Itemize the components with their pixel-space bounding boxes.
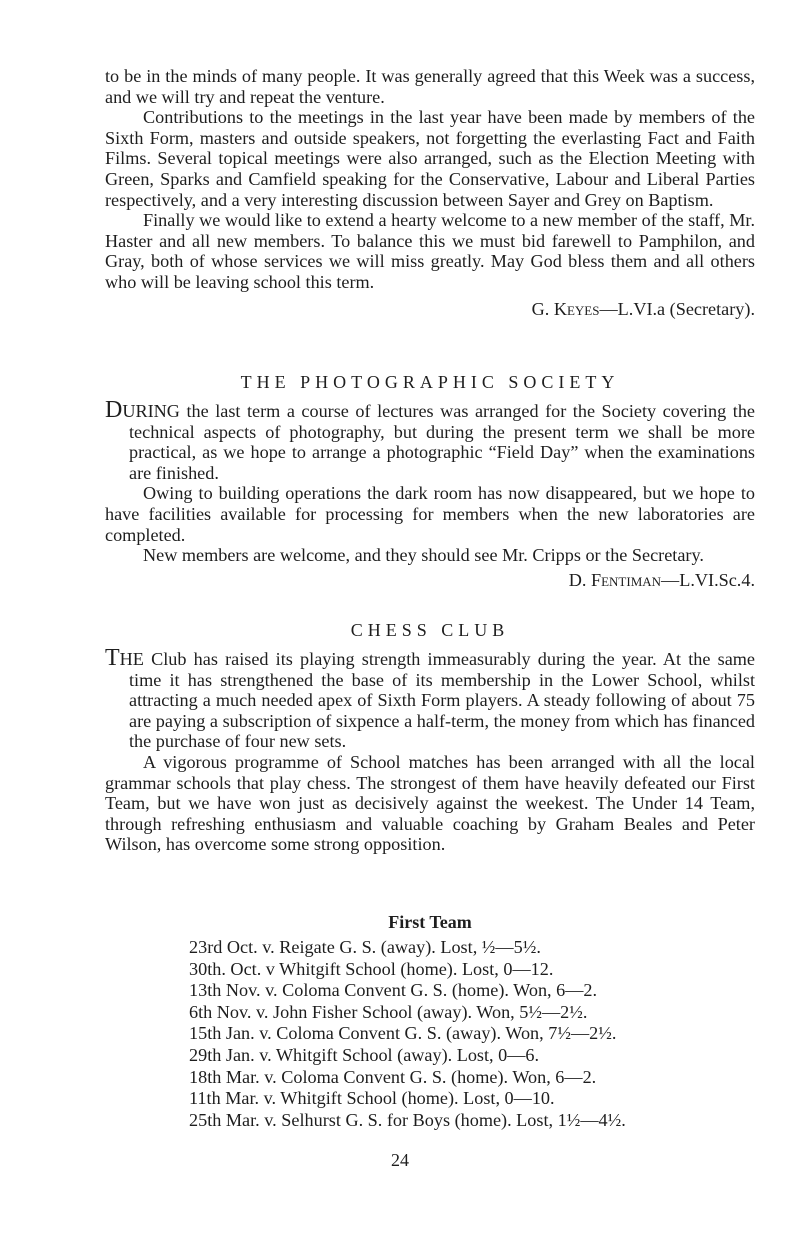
photographic-society-heading: THE PHOTOGRAPHIC SOCIETY <box>240 372 620 392</box>
intro-signature-form: —L.VI.a (Secretary). <box>599 298 755 319</box>
chess-paragraph-1 <box>105 645 755 752</box>
chess-paragraph-1-text: HE Club has raised its playing strength immeasurably during the year. At the same time it has strengthened the base of its membership in the Lower School, whilst attracting a much needed apex of Sixth Form players. A steady following of about 75 are paying a subscription of sixpence a half-term, the money from which has financed the purchase of four new sets. <box>119 649 755 752</box>
photo-paragraph-3: New members are welcome, and they should see Mr. Cripps or the Secretary. <box>143 545 704 566</box>
photo-signature-form: —L.VI.Sc.4. <box>661 569 755 590</box>
first-team-results <box>189 937 749 1131</box>
photo-signature-name: D. Fentiman <box>568 569 662 590</box>
result-line: 11th Mar. v. Whitgift School (home). Lost, 0—10. <box>189 1088 555 1109</box>
photo-paragraph-2: Owing to building operations the dark room has now disappeared, but we hope to have facilities available for processing for members when the new laboratories are completed. <box>105 483 755 545</box>
intro-paragraph-3: Finally we would like to extend a hearty welcome to a new member of the staff, Mr. Haster and all new members. To balance this we must bid farewell to Pamphilon, and Gray, both of whose services we will miss greatly. May God bless them and all others who will be leaving school this term. <box>105 210 755 292</box>
result-line: 15th Jan. v. Coloma Convent G. S. (away). Won, 7½—2½. <box>189 1023 617 1044</box>
photographic-society-section <box>105 370 755 590</box>
first-team-subheading: First Team <box>388 912 472 932</box>
intro-signature <box>105 299 755 320</box>
result-line: 29th Jan. v. Whitgift School (away). Lost, 0—6. <box>189 1044 540 1065</box>
result-line: 13th Nov. v. Coloma Convent G. S. (home). Won, 6—2. <box>189 980 598 1001</box>
result-line: 25th Mar. v. Selhurst G. S. for Boys (home). Lost, 1½—4½. <box>189 1109 626 1130</box>
chess-drop-cap: T <box>105 645 120 671</box>
photo-paragraph-1-text: URING the last term a course of lectures was arranged for the Society covering the technical aspects of photography, but during the present term we shall be more practical, as we hope to arrange a photographic “Field Day” when the examinations are finished. <box>122 401 755 483</box>
chess-paragraph-2: A vigorous programme of School matches has been arranged with all the local grammar schools that play chess. The strongest of them have heavily defeated our First Team, but we have won just as decisively against the weekest. The Under 14 Team, through refreshing enthusiasm and valuable coaching by Graham Beales and Peter Wilson, has overcome some strong opposition. <box>105 751 755 855</box>
intro-paragraph-1: to be in the minds of many people. It was generally agreed that this Week was a success, and we will try and repeat the venture. <box>105 66 755 107</box>
result-line: 30th. Oct. v Whitgift School (home). Lost, 0—12. <box>189 958 554 979</box>
page-number: 24 <box>391 1150 409 1170</box>
photo-drop-cap: D <box>105 397 123 423</box>
result-line: 6th Nov. v. John Fisher School (away). Won, 5½—2½. <box>189 1001 588 1022</box>
result-line: 18th Mar. v. Coloma Convent G. S. (home). Won, 6—2. <box>189 1066 597 1087</box>
first-team-subheading-wrap <box>105 910 755 934</box>
photo-signature <box>105 570 755 591</box>
chess-club-heading: CHESS CLUB <box>350 620 510 640</box>
intro-paragraph-2: Contributions to the meetings in the last year have been made by members of the Sixth Form, masters and outside speakers, not forgetting the everlasting Fact and Faith Films. Several topical meetings were also arranged, such as the Election Meeting with Green, Sparks and Camfield speaking for the Conservative, Labour and Liberal Parties respectively, and a very interesting discussion between Sayer and Grey on Baptism. <box>105 107 755 210</box>
intro-signature-name: G. Keyes <box>531 298 600 319</box>
photo-paragraph-1 <box>105 397 755 483</box>
intro-section <box>105 66 755 319</box>
chess-club-section <box>105 618 755 855</box>
result-line: 23rd Oct. v. Reigate G. S. (away). Lost, ½—5½. <box>189 937 541 957</box>
